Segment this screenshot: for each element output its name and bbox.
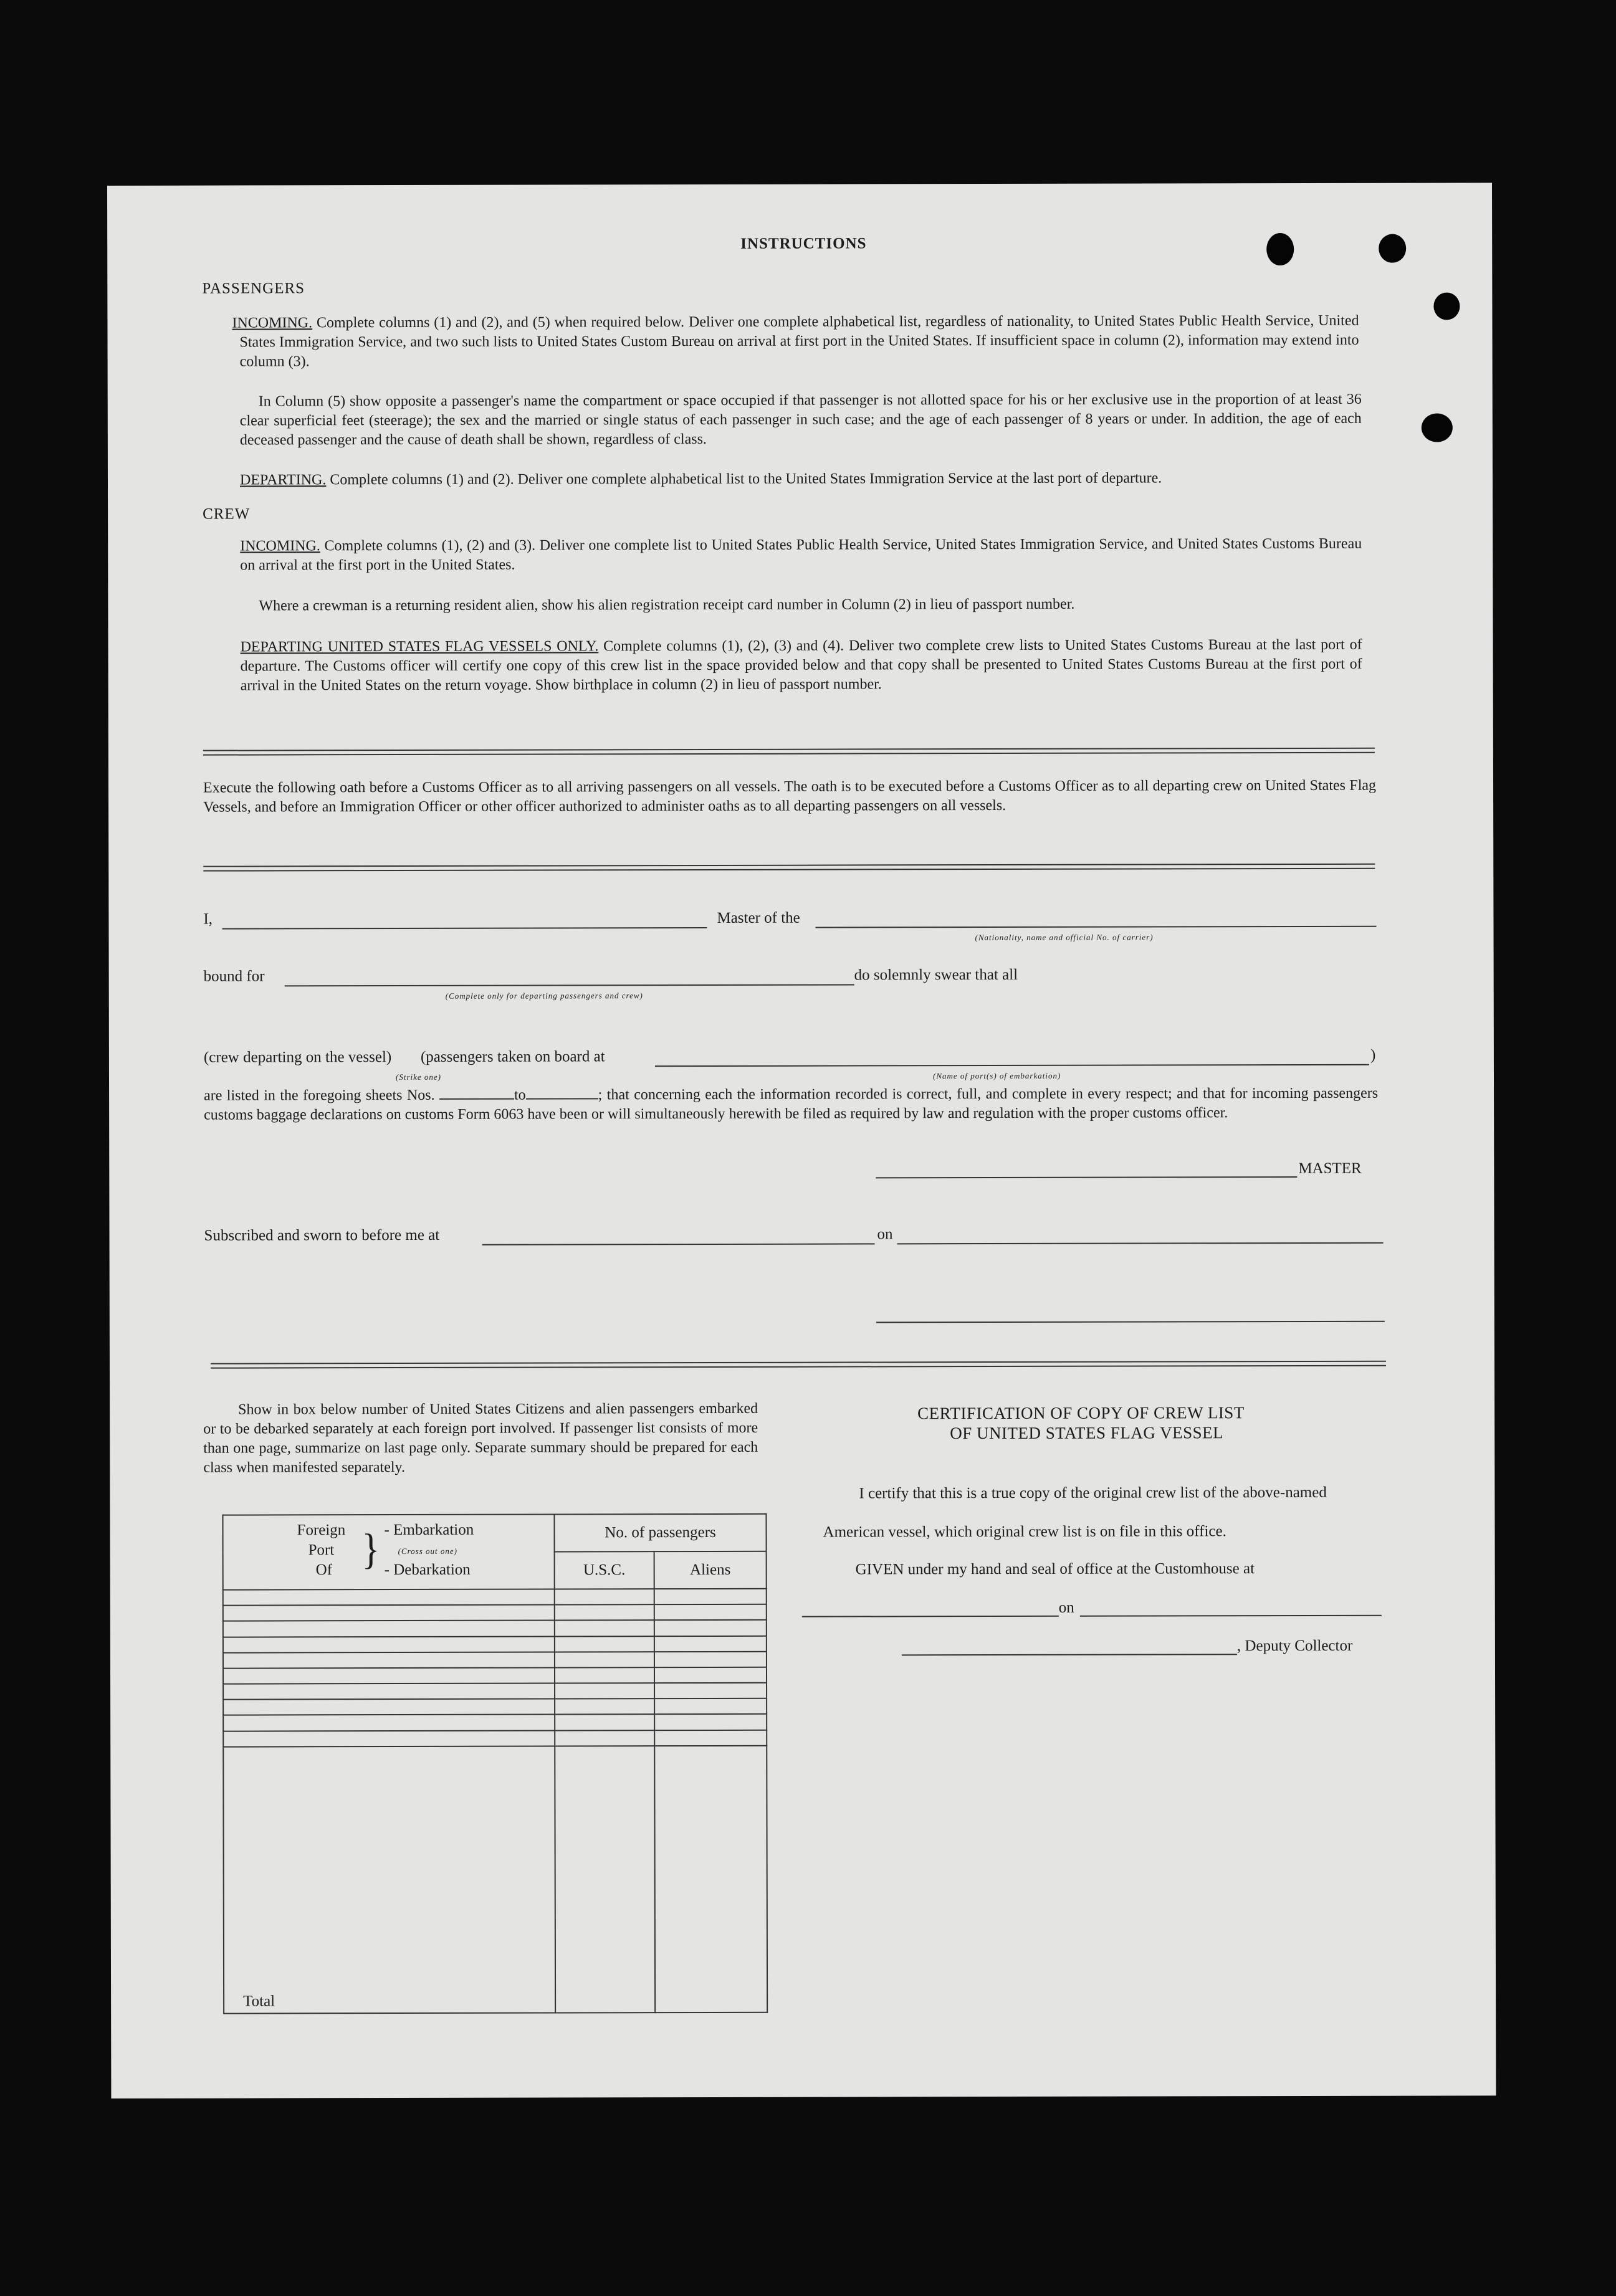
aliens-header: Aliens: [654, 1551, 767, 1589]
crew-incoming-label: INCOMING.: [240, 538, 320, 555]
header-cross: (Cross out one): [398, 1546, 458, 1556]
port-cell[interactable]: [223, 1699, 555, 1715]
passengers-departing-label: DEPARTING.: [239, 472, 327, 488]
table-row: [223, 1714, 767, 1731]
usc-cell[interactable]: [555, 1683, 654, 1699]
aliens-cell[interactable]: [654, 1589, 767, 1605]
divider: [203, 748, 1375, 756]
passengers-incoming-text: Complete columns (1) and (2), and (5) when required below. Deliver one complete alphabetical list, regardless of nationality, to United States Public Health Service, United States Immigration Service, and two such lists to United States Custom Bureau on arrival at first port in the United States. If insufficient space in column (2), information may extend into column (3).: [239, 312, 1359, 370]
subscribed-place-field[interactable]: [482, 1243, 875, 1245]
listed-to-text: to: [514, 1087, 526, 1103]
crew-departing-label: DEPARTING UNITED STATES FLAG VESSELS ONLY.: [240, 638, 599, 655]
close-paren: ): [1370, 1046, 1376, 1064]
oath-intro: Execute the following oath before a Customs Officer as to all arriving passengers on all vessels. The oath is to be executed before a Customs Officer as to all departing crew on United States Flag Vessels, and before an Immigration Officer or other officer authorized to administer oaths as to all departing passengers on all vessels.: [203, 777, 1377, 816]
certification-title-2: OF UNITED STATES FLAG VESSEL: [950, 1423, 1224, 1443]
table-row: [223, 1604, 767, 1621]
total-aliens-cell[interactable]: [654, 1746, 767, 2013]
destination-field[interactable]: [285, 984, 854, 986]
subscribed-date-field[interactable]: [897, 1242, 1384, 1245]
usc-header: U.S.C.: [555, 1551, 654, 1589]
crew-incoming-text: Complete columns (1), (2) and (3). Deliver one complete list to United States Public Health Service, United States Immigration Service, and United States Customs Bureau on arrival at the first port in the United States.: [240, 535, 1362, 574]
listed-post-text: ; that concerning each the information recorded is correct, full, and complete in every respect; and that for incoming passengers customs baggage declarations on customs Form 6063 have been or will simultaneously herewith be filed as required by law and regulation with the proper customs officer.: [204, 1085, 1379, 1123]
embarkation-port-field[interactable]: [655, 1064, 1369, 1067]
aliens-cell[interactable]: [654, 1714, 767, 1730]
carrier-caption: (Nationality, name and official No. of carrier): [975, 932, 1154, 943]
usc-cell[interactable]: [555, 1667, 654, 1684]
header-foreign: Foreign: [297, 1522, 346, 1539]
listed-pre-text: are listed in the foregoing sheets Nos.: [204, 1087, 435, 1104]
form-sheet: [107, 183, 1496, 2098]
usc-cell[interactable]: [555, 1589, 654, 1605]
port-header-cell: [222, 1515, 554, 1590]
passengers-column5-paragraph: In Column (5) show opposite a passenger's name the compartment or space occupied if that passenger is not allotted space for his or her exclusive use in the proportion of at least 36 clear superficial feet (steerage); the sex and the married or single status of each passenger in such case; and the age of each passenger of 8 years or under. In addition, the age of each deceased passenger and the cause of death shall be shown, regardless of class.: [239, 391, 1362, 449]
punch-hole: [1433, 292, 1460, 320]
aliens-cell[interactable]: [654, 1667, 767, 1684]
crew-departing-option[interactable]: (crew departing on the vessel): [203, 1049, 392, 1066]
bound-for-label: bound for: [203, 968, 265, 985]
master-name-field[interactable]: [222, 927, 707, 930]
strike-one-caption: (Strike one): [395, 1072, 442, 1082]
customhouse-field[interactable]: [802, 1616, 1059, 1617]
crew-crewman-paragraph: Where a crewman is a returning resident alien, show his alien registration receipt card number in Column (2) in lieu of passport number.: [259, 596, 1075, 614]
table-row: [223, 1683, 767, 1700]
passengers-departing-text: Complete columns (1) and (2). Deliver one complete alphabetical list to the United States Immigration Service at the last port of departure.: [330, 470, 1162, 488]
departing-caption: (Complete only for departing passengers and crew): [445, 991, 643, 1001]
header-port: Port: [308, 1541, 335, 1559]
passenger-summary-table: [222, 1513, 768, 2014]
passengers-heading: PASSENGERS: [202, 280, 305, 297]
table-row: [223, 1730, 767, 1746]
deputy-collector-label: , Deputy Collector: [1236, 1637, 1353, 1655]
total-row: [223, 1746, 767, 2014]
do-swear-label: do solemnly swear that all: [854, 966, 1018, 984]
passengers-incoming-label: INCOMING.: [232, 315, 313, 331]
usc-cell[interactable]: [555, 1604, 654, 1621]
port-cell[interactable]: [223, 1589, 555, 1606]
crew-departing-text: Complete columns (1), (2), (3) and (4). Deliver two complete crew lists to United States Customs Bureau at the last port of departure. The Customs officer will certify one copy of this crew list in the space provided below and that copy shall be presented to United States Customs Bureau at the first port of arrival in the United States on the return voyage. Show birthplace in column (2) in lieu of passport number.: [240, 636, 1362, 694]
given-text: GIVEN under my hand and seal of office at the Customhouse at: [855, 1560, 1255, 1578]
no-passengers-header: No. of passengers: [554, 1514, 766, 1552]
listed-sheets-paragraph: [204, 1083, 1378, 1125]
port-cell[interactable]: [223, 1730, 555, 1746]
certification-title-1: CERTIFICATION OF COPY OF CREW LIST: [917, 1403, 1245, 1423]
total-label: Total: [223, 1746, 555, 2013]
total-usc-cell[interactable]: [555, 1746, 655, 2013]
crew-heading: CREW: [203, 505, 251, 523]
aliens-cell[interactable]: [654, 1651, 767, 1667]
aliens-cell[interactable]: [654, 1604, 767, 1621]
table-row: [223, 1698, 767, 1715]
sheet-from-field[interactable]: [439, 1085, 514, 1100]
master-of-the-label: Master of the: [717, 909, 800, 926]
master-label: MASTER: [1298, 1160, 1362, 1178]
usc-cell[interactable]: [555, 1621, 654, 1637]
aliens-cell[interactable]: [654, 1698, 767, 1715]
table-row: [223, 1620, 767, 1637]
port-cell[interactable]: [223, 1667, 555, 1684]
table-row: [223, 1589, 767, 1606]
passengers-departing-paragraph: [240, 469, 1362, 490]
port-cell[interactable]: [223, 1652, 555, 1668]
punch-hole: [1379, 234, 1406, 263]
port-caption: (Name of port(s) of embarkation): [932, 1070, 1061, 1081]
usc-cell[interactable]: [555, 1730, 654, 1746]
header-embarkation: - Embarkation: [384, 1521, 474, 1539]
subscribed-label: Subscribed and sworn to before me at: [204, 1226, 440, 1244]
subscribed-on-label: on: [877, 1226, 893, 1243]
divider: [203, 864, 1375, 872]
table-row: [223, 1651, 767, 1668]
punch-hole: [1422, 413, 1453, 442]
port-cell[interactable]: [223, 1636, 555, 1652]
crew-departing-paragraph: [241, 636, 1362, 696]
usc-cell[interactable]: [555, 1698, 654, 1715]
sheet-to-field[interactable]: [526, 1084, 598, 1099]
page-title: INSTRUCTIONS: [740, 235, 867, 252]
aliens-cell[interactable]: [654, 1636, 767, 1652]
american-vessel-text: American vessel, which original crew list is on file in this office.: [823, 1523, 1226, 1541]
punch-hole: [1266, 233, 1294, 265]
header-of: Of: [315, 1561, 333, 1579]
port-cell[interactable]: [223, 1621, 555, 1637]
passengers-taken-option[interactable]: (passengers taken on board at: [420, 1048, 605, 1065]
certify-text: I certify that this is a true copy of the original crew list of the above-named: [859, 1484, 1327, 1502]
summary-instructions: Show in box below number of United States Citizens and alien passengers embarked or to be debarked separately at each foreign port involved. If passenger list consists of more than one page, summarize on last page only. Separate summary should be prepared for each class when manifested separately.: [203, 1400, 758, 1476]
certification-on-label: on: [1058, 1599, 1074, 1616]
aliens-cell[interactable]: [654, 1683, 767, 1699]
deputy-signature-field[interactable]: [902, 1654, 1237, 1655]
crew-incoming-paragraph: [240, 535, 1362, 576]
brace-icon: }: [361, 1525, 380, 1573]
table-row: [223, 1667, 767, 1684]
usc-cell[interactable]: [555, 1652, 654, 1668]
passengers-incoming-paragraph: [232, 312, 1359, 372]
table-row: [223, 1636, 767, 1652]
carrier-field[interactable]: [815, 926, 1376, 928]
port-cell[interactable]: [223, 1715, 555, 1731]
header-debarkation: - Debarkation: [384, 1561, 471, 1579]
port-cell[interactable]: [223, 1684, 555, 1700]
officer-signature-field[interactable]: [876, 1321, 1385, 1323]
port-cell[interactable]: [223, 1605, 555, 1621]
aliens-cell[interactable]: [654, 1730, 767, 1746]
master-signature-field[interactable]: [876, 1176, 1297, 1178]
certification-date-field[interactable]: [1080, 1615, 1382, 1617]
usc-cell[interactable]: [555, 1715, 654, 1731]
divider: [211, 1361, 1386, 1369]
aliens-cell[interactable]: [654, 1620, 767, 1636]
usc-cell[interactable]: [555, 1636, 654, 1652]
oath-i-label: I,: [203, 910, 213, 928]
